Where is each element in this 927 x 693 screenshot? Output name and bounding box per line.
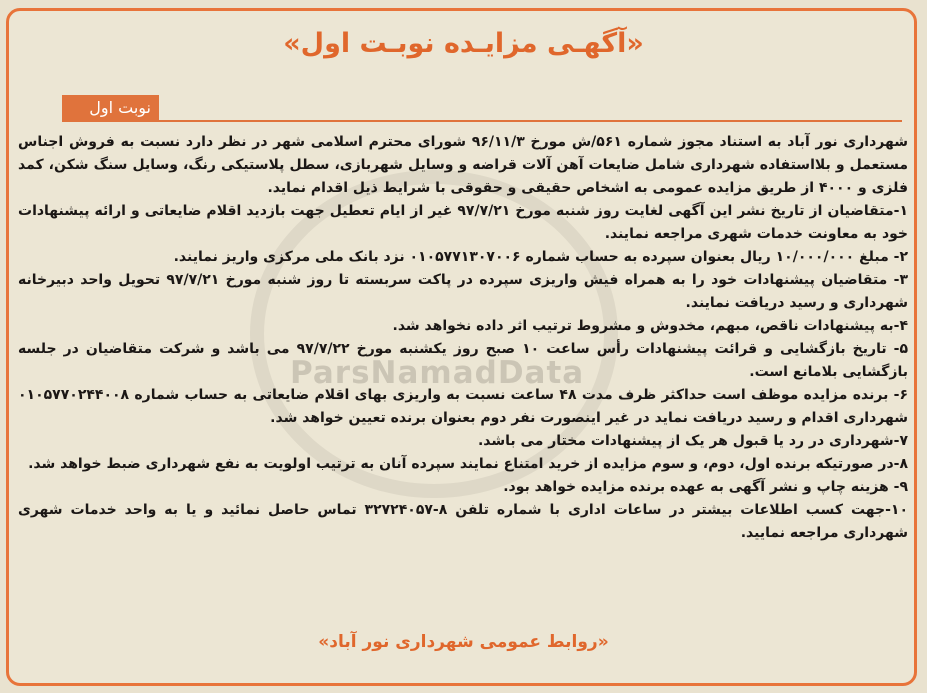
ad-body	[18, 131, 908, 545]
badge-underline	[62, 120, 902, 122]
condition-4: ۴-به پیشنهادات ناقص، مبهم، مخدوش و مشروط ترتیب اثر داده نخواهد شد.	[392, 318, 908, 334]
condition-6: ۶- برنده مزایده موظف است حداکثر ظرف مدت ۴۸ ساعت نسبت به واریزی بهای اقلام ضایعاتی به حساب شماره ۰۱۰۵۷۷۰۲۴۴۰۰۸ شهرداری اقدام و رسید دریافت نماید در غیر اینصورت نفر دوم بعنوان برنده تعیین خواهد شد.	[18, 387, 909, 426]
round-badge: نوبت اول	[62, 95, 159, 121]
condition-2: ۲- مبلغ ۱۰/۰۰۰/۰۰۰ ریال بعنوان سپرده به حساب شماره ۰۱۰۵۷۷۱۳۰۷۰۰۶ نزد بانک ملی مرکزی واریز نمایند.	[173, 249, 908, 265]
condition-5: ۵- تاریخ بازگشایی و قرائت پیشنهادات رأس ساعت ۱۰ صبح روز یکشنبه مورخ ۹۷/۷/۲۲ می باشد و شرکت متقاضیان در جلسه بازگشایی بلامانع است.	[18, 341, 908, 380]
watermark-text: ParsNamadData	[290, 355, 585, 391]
condition-1: ۱-متقاضیان از تاریخ نشر این آگهی لغایت روز شنبه مورخ ۹۷/۷/۲۱ غیر از ایام تعطیل جهت بازدید اقلام ضایعاتی و ارائه پیشنهادات خود به معاونت خدمات شهری مراجعه نمایند.	[18, 203, 908, 242]
condition-10: ۱۰-جهت کسب اطلاعات بیشتر در ساعات اداری با شماره تلفن ۸-۳۲۷۲۴۰۵۷ تماس حاصل نمائید و یا به واحد خدمات شهری شهرداری مراجعه نمایید.	[18, 502, 908, 541]
condition-8: ۸-در صورتیکه برنده اول، دوم، و سوم مزایده از خرید امتناع نمایند سپرده آنان به ترتیب اولویت به نفع شهرداری ضبط خواهد شد.	[28, 456, 908, 472]
condition-7: ۷-شهرداری در رد یا قبول هر یک از پیشنهادات مختار می باشد.	[477, 433, 908, 449]
condition-3: ۳- متقاضیان پیشنهادات خود را به همراه فیش واریزی سپرده در پاکت سربسته تا روز شنبه مورخ ۹۷/۷/۲۱ تحویل واحد دبیرخانه شهرداری و رسید دریافت نمایند.	[18, 272, 909, 311]
intro-paragraph: شهرداری نور آباد به استناد مجوز شماره ۵۶۱/ش مورخ ۹۶/۱۱/۳ شورای محترم اسلامی شهر در نظر دارد نسبت به فروش اجناس مستعمل و بلااستفاده شهرداری شامل ضایعات آهن آلات قراضه و وسایل شهربازی، سطل پلاستیکی رنگ، وسایل سنگ شکن، کمد فلزی و ۴۰۰۰ از طریق مزایده عمومی به اشخاص حقیقی و حقوقی با شرایط ذیل اقدام نماید.	[18, 134, 908, 196]
condition-9: ۹- هزینه چاپ و نشر آگهی به عهده برنده مزایده خواهد بود.	[503, 479, 908, 495]
ad-footer: «روابط عمومی شهرداری نور آباد»	[318, 632, 609, 652]
ad-title: «آگهـی مزایـده نوبـت اول»	[283, 28, 644, 59]
